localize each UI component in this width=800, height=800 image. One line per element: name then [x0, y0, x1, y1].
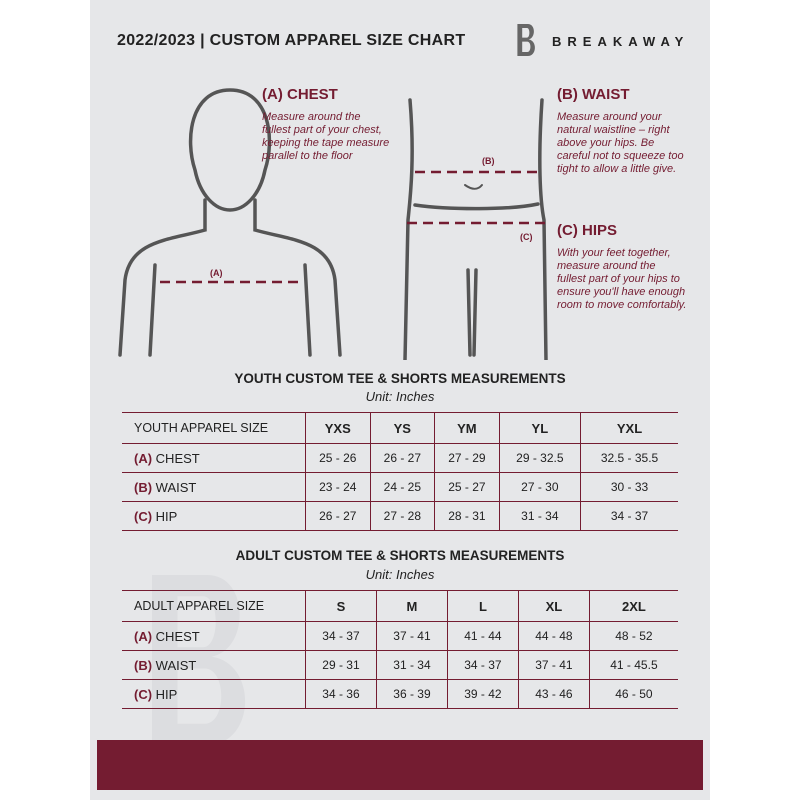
table-cell: 25 - 27	[435, 473, 500, 502]
table-row	[122, 651, 678, 680]
youth-table-title: YOUTH CUSTOM TEE & SHORTS MEASUREMENTS	[234, 371, 566, 386]
measure-letter: (B)	[134, 479, 153, 495]
table-cell: 29 - 31	[306, 651, 377, 680]
size-header: YM	[435, 413, 500, 444]
size-header: YS	[370, 413, 435, 444]
waist-heading: (B) WAIST	[557, 86, 630, 103]
measure-name: HIP	[155, 508, 178, 524]
hips-heading: (C) HIPS	[557, 222, 617, 239]
measure-letter: (A)	[134, 450, 153, 466]
table-cell: 27 - 30	[499, 473, 580, 502]
table-cell: 26 - 27	[370, 444, 435, 473]
table-cell: 24 - 25	[370, 473, 435, 502]
table-row	[122, 473, 678, 502]
table-cell: 29 - 32.5	[499, 444, 580, 473]
measure-label	[122, 502, 306, 531]
table-cell: 27 - 29	[435, 444, 500, 473]
table-cell: 46 - 50	[589, 680, 678, 709]
table-row	[122, 622, 678, 651]
measure-label	[122, 680, 306, 709]
size-header: YXL	[581, 413, 678, 444]
measure-name: WAIST	[155, 479, 197, 495]
size-header: L	[447, 591, 518, 622]
marker-c: (C)	[520, 232, 533, 242]
measure-label	[122, 651, 306, 680]
table-cell: 27 - 28	[370, 502, 435, 531]
marker-b: (B)	[482, 156, 495, 166]
footer-band	[97, 740, 703, 790]
table-cell: 37 - 41	[518, 651, 589, 680]
size-label: ADULT APPAREL SIZE	[122, 591, 306, 622]
table-cell: 31 - 34	[499, 502, 580, 531]
brand-name: BREAKAWAY	[552, 34, 690, 49]
table-cell: 43 - 46	[518, 680, 589, 709]
table-cell: 34 - 37	[447, 651, 518, 680]
chest-heading: (A) CHEST	[262, 86, 338, 103]
table-cell: 32.5 - 35.5	[581, 444, 678, 473]
table-cell: 48 - 52	[589, 622, 678, 651]
table-cell: 34 - 37	[581, 502, 678, 531]
measure-name: CHEST	[155, 450, 200, 466]
size-header: YL	[499, 413, 580, 444]
table-cell: 31 - 34	[376, 651, 447, 680]
size-label: YOUTH APPAREL SIZE	[122, 413, 306, 444]
adult-unit: Unit: Inches	[365, 567, 435, 582]
measure-letter: (B)	[134, 657, 153, 673]
table-row	[122, 502, 678, 531]
table-row	[122, 444, 678, 473]
hips-description: With your feet together, measure around the fullest part of your hips to ensure you'll have enough room to move comfortably.	[557, 247, 687, 311]
measure-name: WAIST	[155, 657, 197, 673]
measure-label	[122, 444, 306, 473]
adult-size-table	[122, 590, 678, 709]
table-cell: 25 - 26	[306, 444, 371, 473]
table-cell: 34 - 36	[306, 680, 377, 709]
table-cell: 41 - 45.5	[589, 651, 678, 680]
youth-size-table	[122, 412, 678, 531]
size-header: XL	[518, 591, 589, 622]
size-header: M	[376, 591, 447, 622]
measure-name: HIP	[155, 686, 178, 702]
measure-label	[122, 473, 306, 502]
table-cell: 36 - 39	[376, 680, 447, 709]
page-title: 2022/2023 | CUSTOM APPAREL SIZE CHART	[117, 32, 466, 49]
marker-a: (A)	[210, 268, 223, 278]
table-cell: 30 - 33	[581, 473, 678, 502]
chest-description: Measure around the fullest part of your chest, keeping the tape measure parallel to the floor	[262, 111, 390, 162]
measure-letter: (C)	[134, 508, 153, 524]
waist-description: Measure around your natural waistline – right above your hips. Be careful not to squeeze too tight to allow a little give.	[557, 111, 684, 175]
size-header: 2XL	[589, 591, 678, 622]
table-cell: 23 - 24	[306, 473, 371, 502]
brand-logo	[512, 24, 542, 56]
table-cell: 26 - 27	[306, 502, 371, 531]
table-row	[122, 680, 678, 709]
measure-name: CHEST	[155, 628, 200, 644]
youth-unit: Unit: Inches	[365, 389, 435, 404]
adult-table-title: ADULT CUSTOM TEE & SHORTS MEASUREMENTS	[235, 548, 565, 563]
table-cell: 41 - 44	[447, 622, 518, 651]
table-cell: 37 - 41	[376, 622, 447, 651]
table-header-row	[122, 591, 678, 622]
measure-label	[122, 622, 306, 651]
table-header-row	[122, 413, 678, 444]
measure-letter: (C)	[134, 686, 153, 702]
table-cell: 28 - 31	[435, 502, 500, 531]
table-cell: 44 - 48	[518, 622, 589, 651]
size-header: S	[306, 591, 377, 622]
measure-letter: (A)	[134, 628, 153, 644]
table-cell: 34 - 37	[306, 622, 377, 651]
size-header: YXS	[306, 413, 371, 444]
table-cell: 39 - 42	[447, 680, 518, 709]
